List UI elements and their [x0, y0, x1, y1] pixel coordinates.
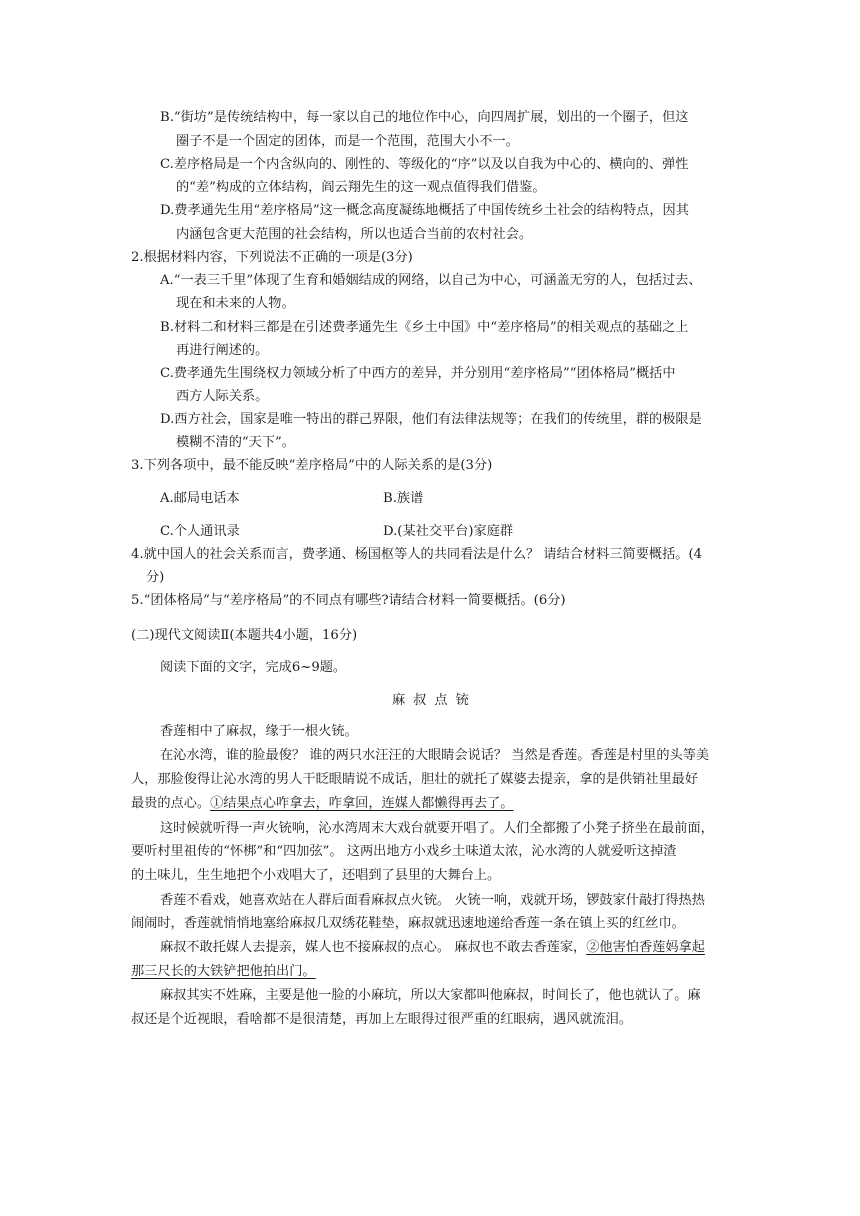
q2-option-b-line2: 再进行阐述的。	[176, 343, 269, 358]
q1-option-b-line2: 圈子不是一个固定的团体，而是一个范围，范围大小不一。	[176, 134, 519, 149]
underlined-sentence-1: ①结果点心咋拿去，咋拿回，连媒人都懒得再去了。	[210, 796, 514, 811]
story-p4-line2: 闹闹时，香莲就悄悄地塞给麻叔几双绣花鞋垫，麻叔就迅速地递给香莲一条在镇上买的红丝巾。	[131, 916, 685, 931]
underlined-sentence-2b: 那三尺长的大铁铲把他拍出门。	[131, 964, 316, 979]
story-p5-line2	[131, 962, 316, 982]
q2-option-d-line2: 模糊不清的“天下”。	[176, 435, 295, 450]
q3-option-c: C.个人通讯录	[160, 524, 240, 539]
q4-line1: 4.就中国人的社会关系而言，费孝通、杨国枢等人的共同看法是什么？ 请结合材料三简要概括。(4	[131, 547, 702, 562]
q2-stem: 2.根据材料内容，下列说法不正确的一项是(3分)	[131, 250, 413, 265]
q3-option-d: D.(某社交平台)家庭群	[383, 524, 514, 539]
story-p1-line1: 香莲相中了麻叔，缘于一根火铳。	[160, 724, 358, 739]
story-p6-line2: 叔还是个近视眼，看啥都不是很清楚，再加上左眼得过很严重的红眼病，遇风就流泪。	[131, 1012, 633, 1027]
story-p2-line3	[131, 794, 513, 814]
q1-option-c-line1: C.差序格局是一个内含纵向的、刚性的、等级化的“序”以及以自我为中心的、横向的、弹性	[160, 157, 689, 172]
q1-option-d-line2: 内涵包含更大范围的社会结构，所以也适合当前的农村社会。	[176, 227, 533, 242]
story-p5-line1-text: 麻叔不敢托媒人去提亲，媒人也不接麻叔的点心。 麻叔也不敢去香莲家，	[160, 940, 587, 955]
q2-option-b-line1: B.材料二和材料三都是在引述费孝通先生《乡土中国》中“差序格局”的相关观点的基础之上	[160, 320, 689, 335]
section2-instruction: 阅读下面的文字，完成6~9题。	[160, 660, 347, 675]
q4-line2: 分)	[146, 570, 165, 585]
story-title: 麻叔点铳	[392, 693, 477, 708]
q5-stem: 5.“团体格局”与“差序格局”的不同点有哪些?请结合材料一简要概括。(6分)	[131, 593, 566, 608]
story-p5-line1	[160, 938, 705, 958]
q3-stem: 3.下列各项中，最不能反映“差序格局”中的人际关系的是(3分)	[131, 458, 493, 473]
q3-option-b: B.族谱	[383, 491, 424, 506]
story-p6-line1: 麻叔其实不姓麻，主要是他一脸的小麻坑，所以大家都叫他麻叔，时间长了，他也就认了。麻	[160, 988, 701, 1003]
story-p3-line2: 要听村里祖传的“怀梆”和“四加弦”。 这两出地方小戏乡土味道太浓，沁水湾的人就爱听这掉渣	[131, 844, 677, 859]
underlined-sentence-2a: ②他害怕香莲妈拿起	[586, 940, 705, 955]
section2-heading: (二)现代文阅读Ⅱ(本题共4小题，16分)	[131, 628, 358, 643]
story-p4-line1: 香莲不看戏，她喜欢站在人群后面看麻叔点火铳。 火铳一响，戏就开场，锣鼓家什敲打得热热	[160, 893, 705, 908]
q1-option-b-line1: B.“街坊”是传统结构中，每一家以自己的地位作中心，向四周扩展，划出的一个圈子，但这	[160, 110, 689, 125]
q2-option-a-line1: A.“一表三千里”体现了生育和婚姻结成的网络，以自己为中心，可涵盖无穷的人，包括过去、	[160, 273, 702, 288]
q2-option-d-line1: D.西方社会，国家是唯一特出的群己界限，他们有法律法规等；在我们的传统里，群的极限是	[160, 412, 702, 427]
q2-option-c-line1: C.费孝通先生围绕权力领域分析了中西方的差异，并分别用“差序格局”“团体格局”概括中	[160, 366, 676, 381]
story-p2-line3-text: 最贵的点心。	[131, 796, 211, 811]
story-p3-line3: 的土味儿，生生地把个小戏唱大了，还唱到了县里的大舞台上。	[131, 868, 501, 883]
story-p3-line1: 这时候就听得一声火铳响，沁水湾周末大戏台就要开唱了。人们全都搬了小凳子挤坐在最前面，	[160, 821, 714, 836]
q3-option-a: A.邮局电话本	[160, 491, 240, 506]
q1-option-d-line1: D.费孝通先生用“差序格局”这一概念高度凝练地概括了中国传统乡土社会的结构特点，因其	[160, 203, 689, 218]
story-p2-line2: 人，那脸俊得让沁水湾的男人干眨眼睛说不成话，胆壮的就托了媒婆去提亲，拿的是供销社里最好	[131, 772, 699, 787]
q2-option-a-line2: 现在和未来的人物。	[176, 296, 295, 311]
q1-option-c-line2: 的“差”构成的立体结构，阎云翔先生的这一观点值得我们借鉴。	[176, 180, 546, 195]
story-p2-line1: 在沁水湾，谁的脸最俊？ 谁的两只水汪汪的大眼睛会说话？ 当然是香莲。香莲是村里的头等美	[160, 748, 710, 763]
q2-option-c-line2: 西方人际关系。	[176, 389, 269, 404]
